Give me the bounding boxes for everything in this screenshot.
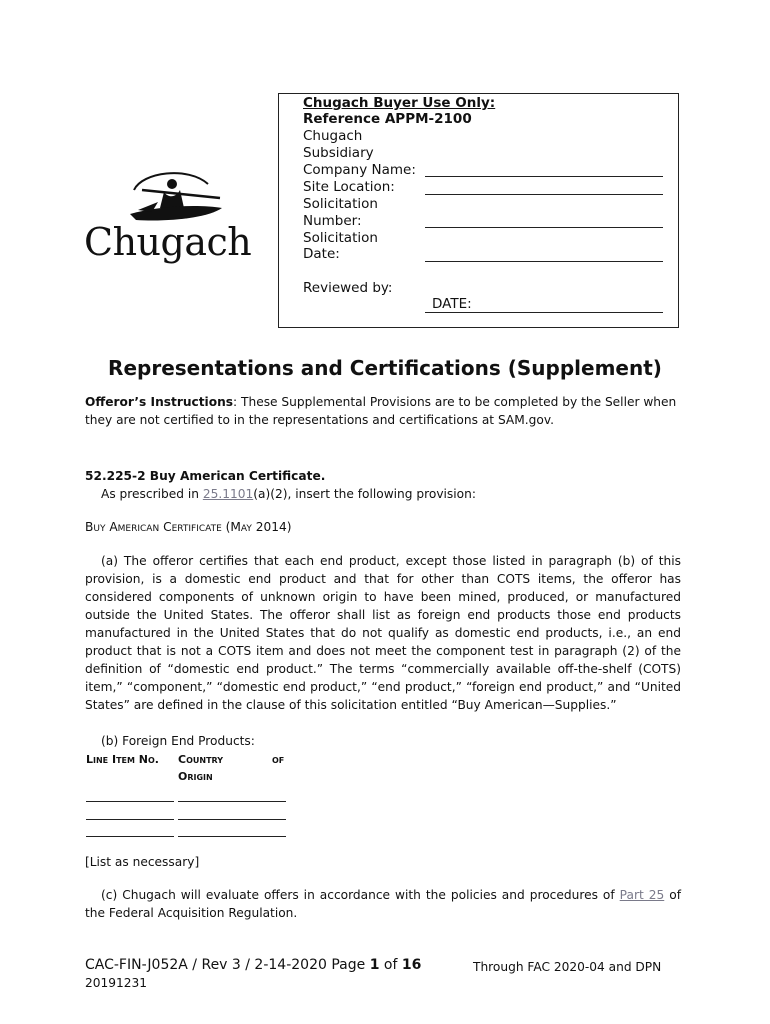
paragraph-b: (b) Foreign End Products: [101,734,255,748]
buyer-use-only-box [278,93,679,328]
far-25-1101-link[interactable]: 25.1101 [202,487,254,501]
company-name-field[interactable] [425,176,663,177]
col-line-item-no: Line Item No. [86,753,159,766]
instructions-label: Offeror’s Instructions [85,395,234,409]
solicitation-number-label-2: Number: [303,213,362,229]
page-total: 16 [401,957,422,973]
paragraph-c [85,886,681,922]
logo-wordmark: Chugach [84,220,252,264]
footer-doc: CAC-FIN-J052A / Rev 3 / 2-14-2020 Page [85,957,370,973]
instructions-text: : These Supplemental Provisions are to be completed by the Seller when they are not certified to in the representations and certifications at SAM.gov. [85,395,677,427]
para-c-post: of the Federal Acquisition Regulation. [85,888,681,920]
line-item-field-2[interactable] [86,819,174,820]
reviewed-by-label: Reviewed by: [303,280,393,296]
reviewed-by-field[interactable] [425,312,663,313]
solicitation-date-field[interactable] [425,261,663,262]
footer-dpn: 20191231 [85,976,148,990]
prescribed-post: (a)(2), insert the following provision: [253,487,476,501]
solicitation-number-label-1: Solicitation [303,196,378,212]
country-field-1[interactable] [178,801,286,802]
solicitation-date-label-1: Solicitation [303,230,378,246]
clause-heading: 52.225-2 Buy American Certificate. [85,469,326,483]
site-location-label: Site Location: [303,179,395,195]
page-title: Representations and Certifications (Supplement) [108,356,662,380]
prescribed-pre: As prescribed in [101,487,203,501]
reference-label: Reference APPM-2100 [303,111,472,127]
country-field-3[interactable] [178,836,286,837]
line-item-field-3[interactable] [86,836,174,837]
solicitation-number-field[interactable] [425,227,663,228]
far-part-25-link[interactable]: Part 25 [619,888,665,902]
col-origin: Origin [178,770,213,783]
buyer-box-heading: Chugach Buyer Use Only: [303,95,496,111]
solicitation-date-label-2: Date: [303,246,340,262]
subsidiary-label: Subsidiary [303,145,374,161]
reviewed-date-label: DATE: [432,296,472,312]
footer-through: Through FAC 2020-04 and DPN [473,960,662,974]
prescribed-line [85,485,681,503]
col-of: of [272,753,285,766]
para-c-pre: (c) Chugach will evaluate offers in accordance with the policies and procedures of [101,888,620,902]
site-location-field[interactable] [425,194,663,195]
offeror-instructions [85,393,681,429]
company-name-label: Company Name: [303,162,416,178]
provision-title: Buy American Certificate (May 2014) [85,520,292,534]
col-country: Country [178,753,224,766]
footer-doc-info [85,957,421,973]
page-number: 1 [369,957,380,973]
country-field-2[interactable] [178,819,286,820]
line-item-field-1[interactable] [86,801,174,802]
footer-of: of [379,957,402,973]
chugach-logo [84,168,252,268]
paragraph-a: (a) The offeror certifies that each end product, except those listed in paragraph (b) of this provision, is a domestic end product and that for other than COTS items, the offeror has considered components of unknown origin to have been mined, produced, or manufactured outside the United States. The offeror shall list as foreign end products those end products manufactured in the United States that do not qualify as domestic end products, i.e., an end product that is not a COTS item and does not meet the component test in paragraph (2) of the definition of “domestic end product.” The terms “commercially available off-the-shelf (COTS) item,” “component,” “domestic end product,” “end product,” “foreign end product,” and “United States” are defined in the clause of this solicitation entitled “Buy American—Supplies.” [85,554,681,712]
chugach-label: Chugach [303,128,363,144]
list-note: [List as necessary] [85,855,200,869]
